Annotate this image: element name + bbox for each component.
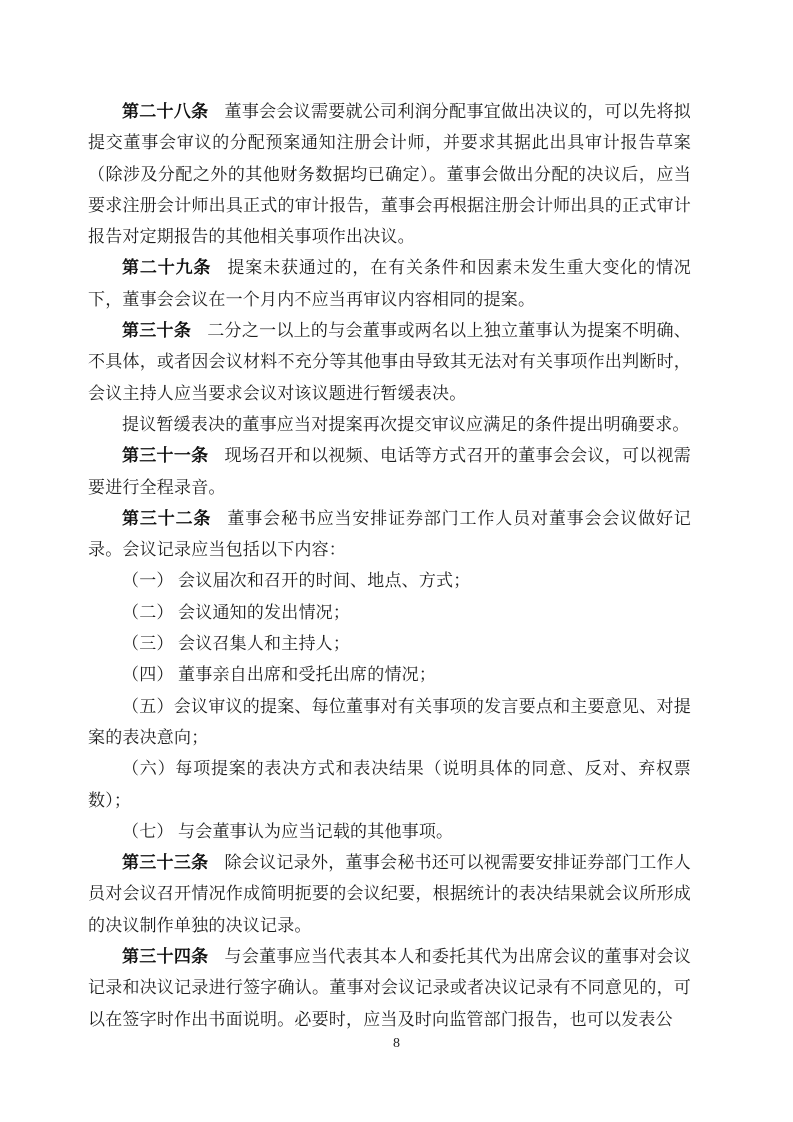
article-number: 第三十二条 [122,508,212,528]
document-content [88,96,691,1035]
article-number: 第二十八条 [122,102,209,121]
paragraph-text: 董事会会议需要就公司利润分配事宜做出决议的，可以先将拟提交董事会审议的分配预案通知注册会计师，并要求其据此出具审计报告草案（除涉及分配之外的其他财务数据均已确定）。董事会做出分配的决议后，应当要求注册会计师出具正式的审计报告，董事会再根据注册会计师出具的正式审计报告对定期报告的其他相关事项作出决议。 [88,102,692,247]
article-paragraph [88,440,691,503]
paragraph-text: 提案未获通过的，在有关条件和因素未发生重大变化的情况下，董事会会议在一个月内不应当再审议内容相同的提案。 [88,258,692,309]
paragraph-text: （三） 会议召集人和主持人； [122,634,351,654]
article-number: 第三十三条 [122,853,209,873]
article-paragraph [88,503,691,566]
paragraph-text: 除会议记录外，董事会秘书还可以视需要安排证券部门工作人员对会议召开情况作成简明扼要的会议纪要，根据统计的表决结果就会议所形成的决议制作单独的决议记录。 [88,853,692,935]
body-paragraph [88,753,691,816]
body-paragraph [88,409,691,440]
page-number: 8 [393,1036,400,1051]
body-paragraph [88,565,691,596]
article-paragraph [88,315,691,409]
paragraph-text: （一） 会议届次和召开的时间、地点、方式； [122,571,471,591]
article-paragraph [88,252,691,315]
paragraph-text: 与会董事应当代表其本人和委托其代为出席会议的董事对会议记录和决议记录进行签字确认。董事对会议记录或者决议记录有不同意见的，可以在签字时作出书面说明。必要时，应当及时向监管部门报告，也可以发表公 [88,947,692,1029]
paragraph-text: （四） 董事亲自出席和受托出席的情况； [122,665,437,685]
paragraph-text: 提议暂缓表决的董事应当对提案再次提交审议应满足的条件提出明确要求。 [122,414,690,434]
paragraph-text: 现场召开和以视频、电话等方式召开的董事会会议，可以视需要进行全程录音。 [88,446,692,497]
body-paragraph [88,597,691,628]
article-number: 第三十条 [122,321,192,341]
paragraph-text: （七） 与会董事认为应当记载的其他事项。 [122,821,454,841]
article-number: 第三十四条 [122,947,209,967]
body-paragraph [88,659,691,690]
body-paragraph [88,628,691,659]
article-number: 第二十九条 [122,258,212,278]
paragraph-text: 董事会秘书应当安排证券部门工作人员对董事会会议做好记录。会议记录应当包括以下内容： [88,508,692,560]
paragraph-text: （五）会议审议的提案、每位董事对有关事项的发言要点和主要意见、对提案的表决意向； [88,696,691,747]
body-paragraph [88,816,691,847]
article-paragraph [88,941,691,1035]
paragraph-text: 二分之一以上的与会董事或两名以上独立董事认为提案不明确、不具体，或者因会议材料不充分等其他事由导致其无法对有关事项作出判断时，会议主持人应当要求会议对该议题进行暂缓表决。 [88,321,691,403]
paragraph-text: （二） 会议通知的发出情况； [122,602,351,622]
paragraph-text: （六）每项提案的表决方式和表决结果（说明具体的同意、反对、弃权票数）； [88,759,691,810]
article-paragraph [88,847,691,941]
article-number: 第三十一条 [122,446,209,466]
body-paragraph [88,691,691,754]
article-paragraph [88,96,691,252]
